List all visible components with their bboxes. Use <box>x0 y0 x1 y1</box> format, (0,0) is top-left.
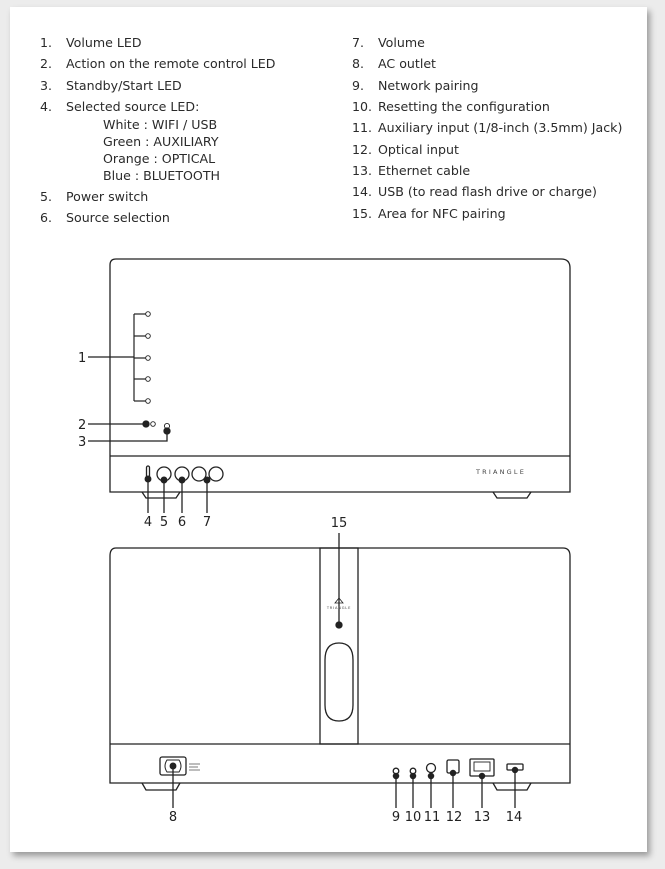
callout-label-2: 2 <box>78 418 87 433</box>
source-color-item: White : WIFI / USB <box>103 117 218 132</box>
legend-label: Power switch <box>66 189 149 204</box>
legend-label: Auxiliary input (1/8-inch (3.5mm) Jack) <box>378 120 623 135</box>
legend-num: 15. <box>352 206 373 221</box>
back-foot-left <box>142 783 180 790</box>
legend-label: Volume <box>378 35 425 50</box>
front-body-outline <box>110 259 570 492</box>
callout-label-13: 13 <box>473 810 491 825</box>
volume-led <box>146 334 151 339</box>
ethernet-port-inner <box>474 762 490 771</box>
remote-led-dot <box>143 421 149 427</box>
legend-label: Network pairing <box>378 78 479 93</box>
front-foot-right <box>493 492 531 498</box>
callout-line-3 <box>88 431 167 441</box>
legend-label: Resetting the configuration <box>378 99 550 114</box>
legend-label: Standby/Start LED <box>66 78 182 93</box>
legend-num: 9. <box>352 78 365 93</box>
legend-num: 5. <box>40 189 53 204</box>
callout-label-5: 5 <box>159 515 169 530</box>
aux-input-jack <box>427 764 436 773</box>
callout-label-3: 3 <box>78 435 87 450</box>
legend-label: Ethernet cable <box>378 163 471 178</box>
volume-led <box>146 377 151 382</box>
carry-handle <box>325 643 353 721</box>
legend-num: 10. <box>352 99 373 114</box>
legend-num: 4. <box>40 99 53 114</box>
legend-num: 3. <box>40 78 53 93</box>
remote-led <box>151 422 156 427</box>
back-brand-logo: TRIANGLE <box>326 606 352 610</box>
legend-num: 8. <box>352 56 365 71</box>
speaker-diagrams <box>10 7 647 852</box>
volume-led <box>146 356 151 361</box>
callout-label-7: 7 <box>202 515 212 530</box>
callout-label-8: 8 <box>168 810 178 825</box>
callout-label-4: 4 <box>143 515 153 530</box>
legend-num: 13. <box>352 163 373 178</box>
volume-up-button <box>209 467 223 481</box>
legend-num: 7. <box>352 35 365 50</box>
legend-label: USB (to read flash drive or charge) <box>378 184 597 199</box>
legend-num: 11. <box>352 120 373 135</box>
legend-label: Volume LED <box>66 35 142 50</box>
legend-label: Action on the remote control LED <box>66 56 276 71</box>
volume-led <box>146 312 151 317</box>
front-brand-logo: TRIANGLE <box>475 468 527 476</box>
legend-label: Optical input <box>378 142 459 157</box>
back-foot-right <box>493 783 531 790</box>
legend-num: 14. <box>352 184 373 199</box>
callout-dot-15 <box>336 622 342 628</box>
source-color-item: Blue : BLUETOOTH <box>103 168 221 183</box>
callout-label-14: 14 <box>505 810 523 825</box>
callout-label-1: 1 <box>78 351 87 366</box>
legend-num: 1. <box>40 35 53 50</box>
source-color-item: Green : AUXILIARY <box>103 134 219 149</box>
callout-label-9: 9 <box>391 810 401 825</box>
volume-led-bracket <box>88 314 146 401</box>
legend-label: Selected source LED: <box>66 99 200 114</box>
source-color-item: Orange : OPTICAL <box>103 151 216 166</box>
callout-label-15: 15 <box>330 516 348 531</box>
legend-num: 6. <box>40 210 53 225</box>
volume-led <box>146 399 151 404</box>
legend-label: Source selection <box>66 210 170 225</box>
legend-num: 2. <box>40 56 53 71</box>
manual-page <box>10 7 647 852</box>
legend-num: 12. <box>352 142 373 157</box>
legend-label: Area for NFC pairing <box>378 206 506 221</box>
callout-label-12: 12 <box>445 810 463 825</box>
callout-label-10: 10 <box>404 810 422 825</box>
back-body-outline <box>110 548 570 783</box>
callout-label-6: 6 <box>177 515 187 530</box>
legend-label: AC outlet <box>378 56 437 71</box>
back-view <box>110 533 570 808</box>
callout-label-11: 11 <box>423 810 441 825</box>
